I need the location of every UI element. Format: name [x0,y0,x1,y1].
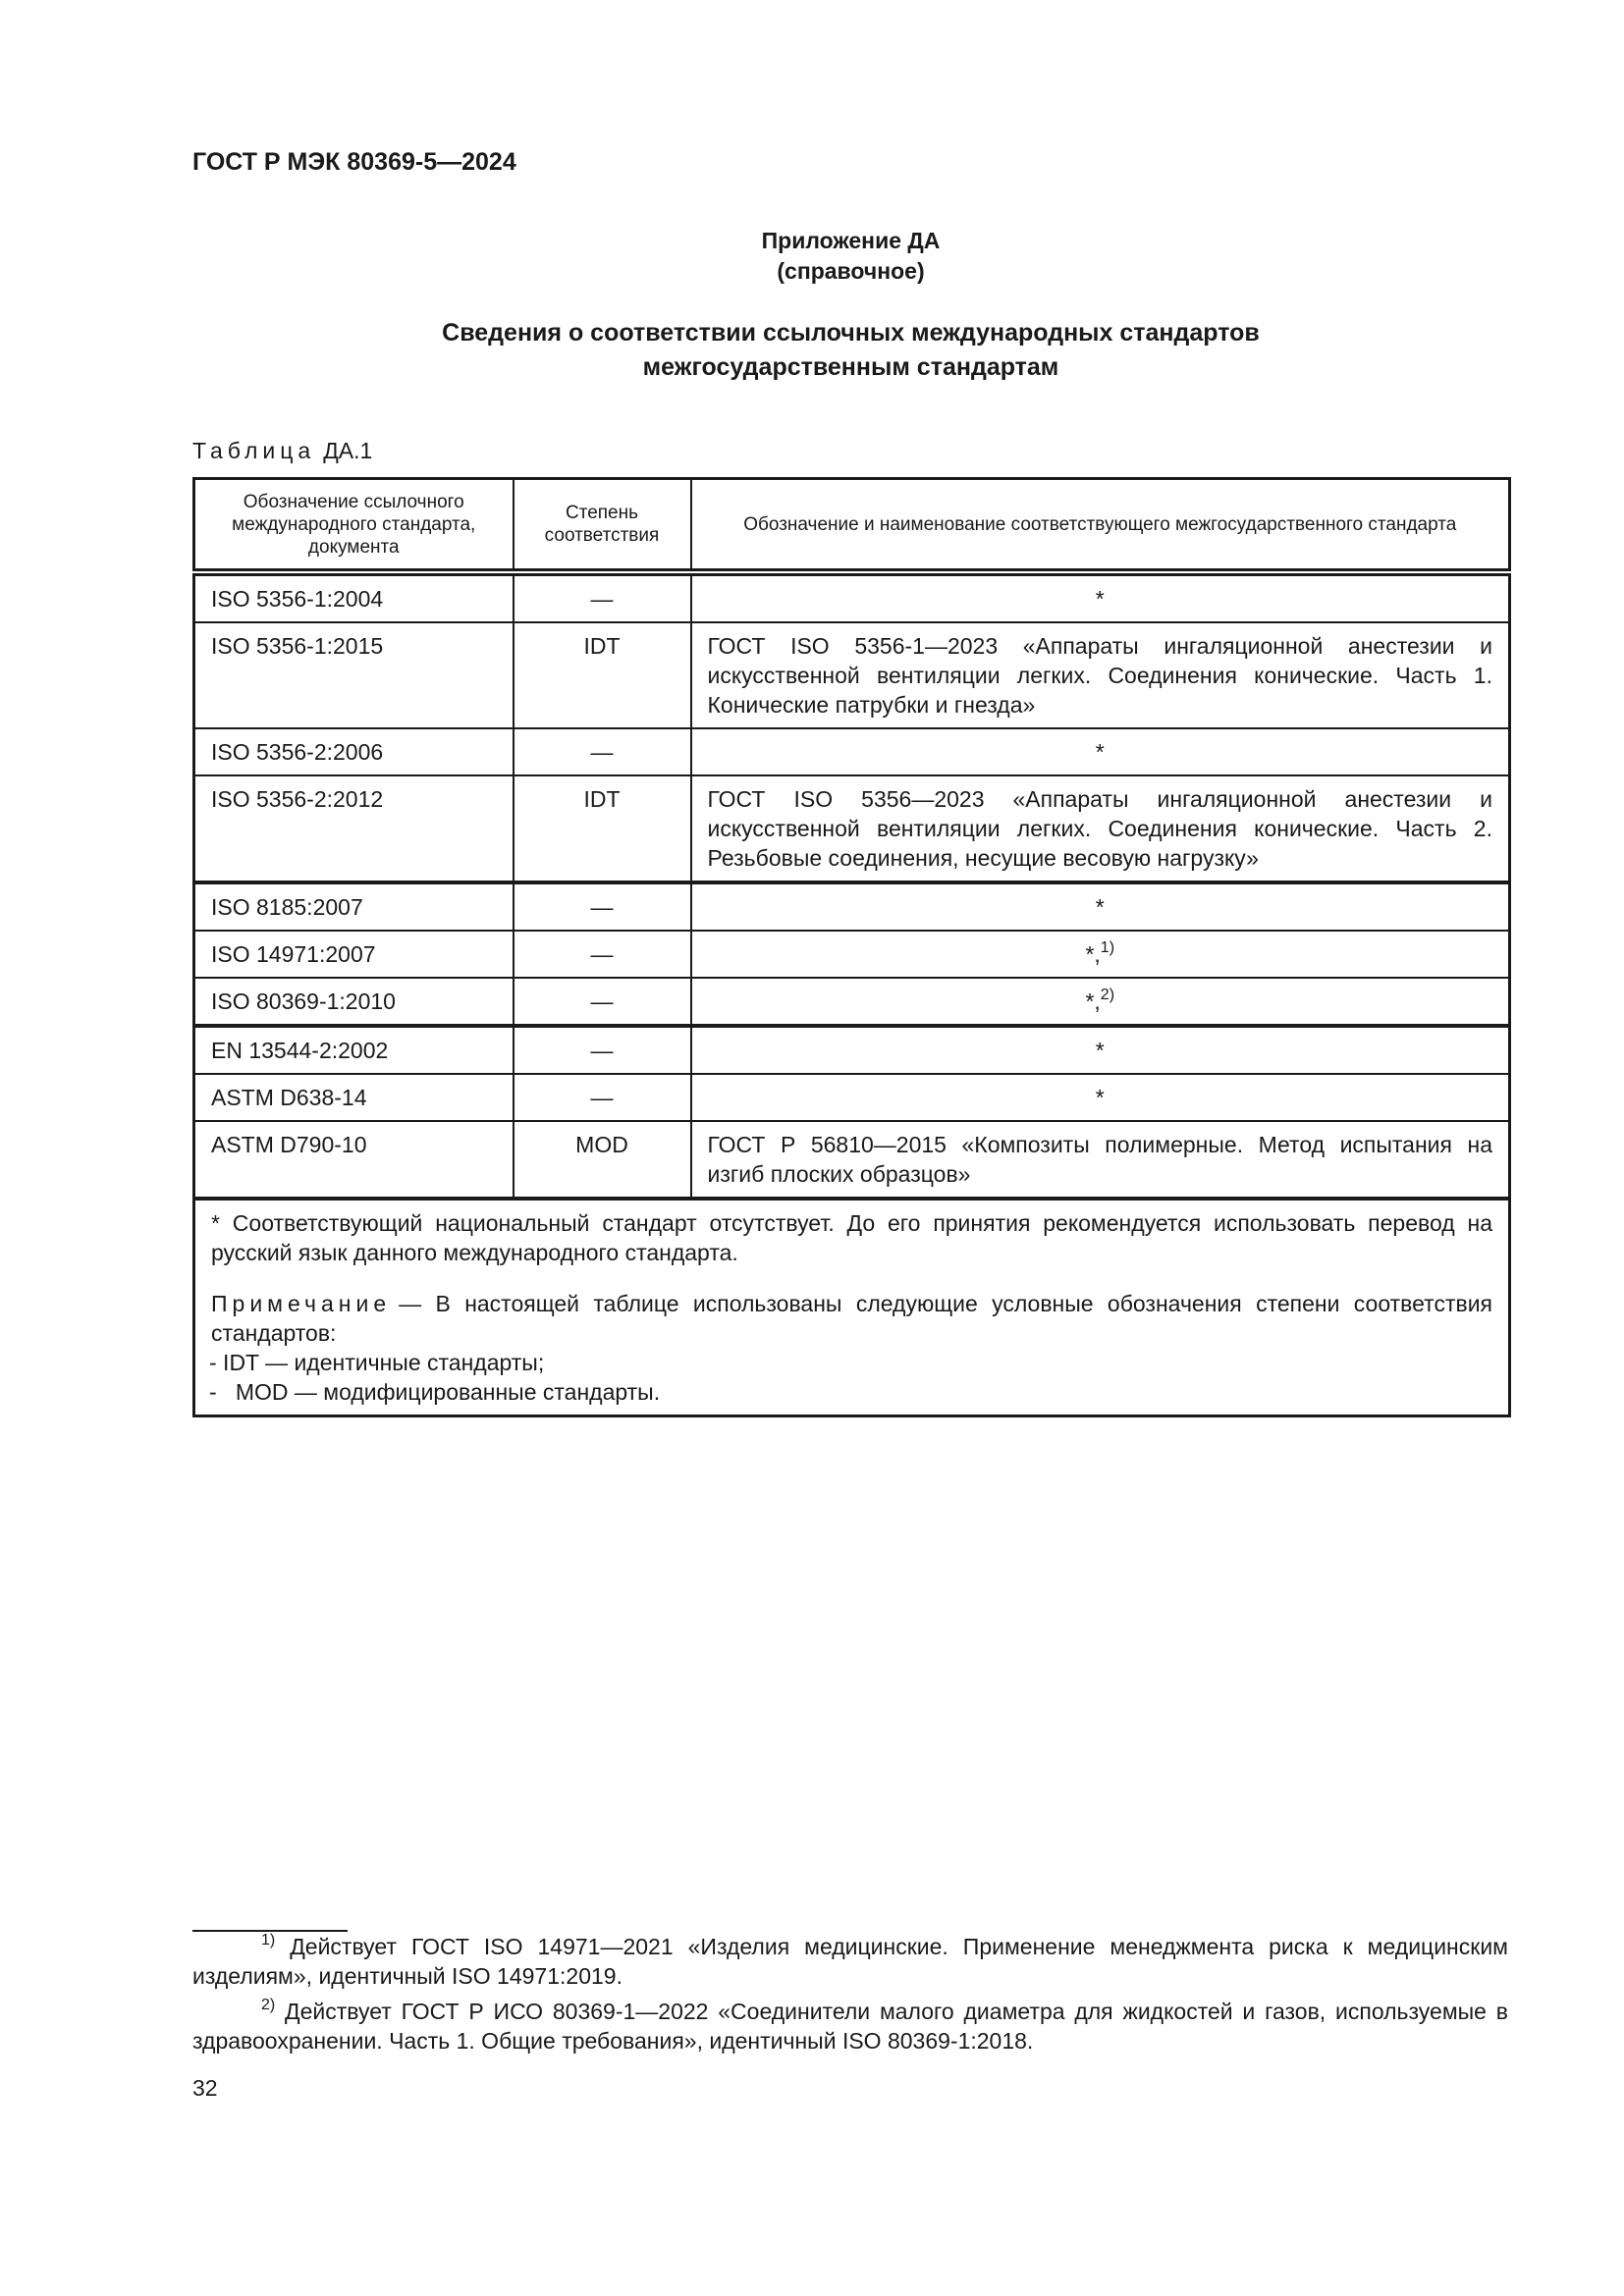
cell-degree: IDT [514,622,691,728]
cell-std: * [691,728,1510,775]
footnote-1 [192,1932,1508,1991]
table-row [194,1074,1510,1121]
cell-std: * [691,1026,1510,1074]
table-notes [194,1199,1510,1416]
footnotes [192,1932,1508,2061]
cell-ref: ISO 8185:2007 [194,882,514,931]
cell-ref: ISO 14971:2007 [194,931,514,978]
cell-ref: ASTM D638-14 [194,1074,514,1121]
table-row [194,1121,1510,1199]
cell-ref: ISO 5356-1:2004 [194,572,514,622]
cell-std [691,978,1510,1026]
cell-degree: — [514,1074,691,1121]
cell-degree: — [514,931,691,978]
cell-ref: ISO 5356-2:2012 [194,775,514,882]
table-row [194,1026,1510,1074]
cell-degree: MOD [514,1121,691,1199]
cell-ref: ISO 80369-1:2010 [194,978,514,1026]
table-row [194,728,1510,775]
footnote-2 [192,1997,1508,2056]
table-row [194,572,1510,622]
footnote-text: Действует ГОСТ Р ИСО 80369-1—2022 «Соединители малого диаметра для жидкостей и газов, используемые в здравоохранении. Часть 1. Общие требования», идентичный ISO 80369-1:2018. [192,1999,1508,2054]
table-notes-row [194,1199,1510,1416]
note-item: - IDT — идентичные стандарты; [209,1350,545,1375]
cell-std: ГОСТ Р 56810—2015 «Композиты полимерные. Метод испытания на изгиб плоских образцов» [691,1121,1510,1199]
cell-degree: IDT [514,775,691,882]
footnote-ref-1: 1) [1100,939,1115,956]
title-line-2: межгосударственным стандартам [642,353,1059,381]
header-ref-standard: Обозначение ссылочного международного стандарта, документа [194,479,514,573]
correspondence-table [192,477,1511,1417]
page-number: 32 [192,2075,218,2101]
cell-std-star: *, [1085,941,1101,967]
title-line-1: Сведения о соответствии ссылочных международных стандартов [442,319,1260,347]
cell-std: * [691,572,1510,622]
cell-std: * [691,882,1510,931]
cell-degree: — [514,572,691,622]
note-paragraph [211,1289,1492,1348]
note-star: * Соответствующий национальный стандарт отсутствует. До его принятия рекомендуется использовать перевод на русский язык данного международного стандарта. [211,1210,1492,1265]
cell-ref: ISO 5356-2:2006 [194,728,514,775]
table-header-row [194,479,1510,573]
cell-degree: — [514,728,691,775]
footnote-ref-2: 2) [1100,987,1115,1003]
cell-std-star: *, [1085,988,1101,1014]
cell-ref: EN 13544-2:2002 [194,1026,514,1074]
appendix-title [0,316,1624,385]
cell-degree: — [514,882,691,931]
appendix-type: (справочное) [777,258,925,284]
document-id: ГОСТ Р МЭК 80369-5—2024 [192,148,516,176]
cell-std: * [691,1074,1510,1121]
cell-std: ГОСТ ISO 5356—2023 «Аппараты ингаляционной анестезии и искусственной вентиляции легких. Соединения конические. Часть 2. Резьбовые соединения, несущие весовую нагрузку» [691,775,1510,882]
footnote-mark: 1) [261,1932,276,1949]
appendix-label: Приложение ДА [761,228,941,253]
table-row [194,931,1510,978]
footnote-mark: 2) [261,1997,276,2013]
cell-degree: — [514,1026,691,1074]
note-text: — В настоящей таблице использованы следующие условные обозначения степени соответствия стандартов: [211,1291,1492,1346]
note-word: Примечание [211,1291,392,1316]
table-row [194,882,1510,931]
table-row [194,622,1510,728]
header-degree: Степень соответствия [514,479,691,573]
table-caption-number: ДА.1 [323,438,373,463]
cell-ref: ASTM D790-10 [194,1121,514,1199]
cell-degree: — [514,978,691,1026]
appendix-heading [0,226,1624,287]
cell-std: ГОСТ ISO 5356-1—2023 «Аппараты ингаляционной анестезии и искусственной вентиляции легких. Соединения конические. Часть 1. Конические патрубки и гнезда» [691,622,1510,728]
table-row [194,978,1510,1026]
table-row [194,775,1510,882]
header-interstate-standard: Обозначение и наименование соответствующего межгосударственного стандарта [691,479,1510,573]
footnote-text: Действует ГОСТ ISO 14971—2021 «Изделия медицинские. Применение менеджмента риска к медицинским изделиям», идентичный ISO 14971:2019. [192,1934,1508,1989]
cell-std [691,931,1510,978]
note-item: - MOD — модифицированные стандарты. [209,1379,661,1405]
table-caption-word: Таблица [192,438,316,463]
table-caption [192,438,372,464]
cell-ref: ISO 5356-1:2015 [194,622,514,728]
